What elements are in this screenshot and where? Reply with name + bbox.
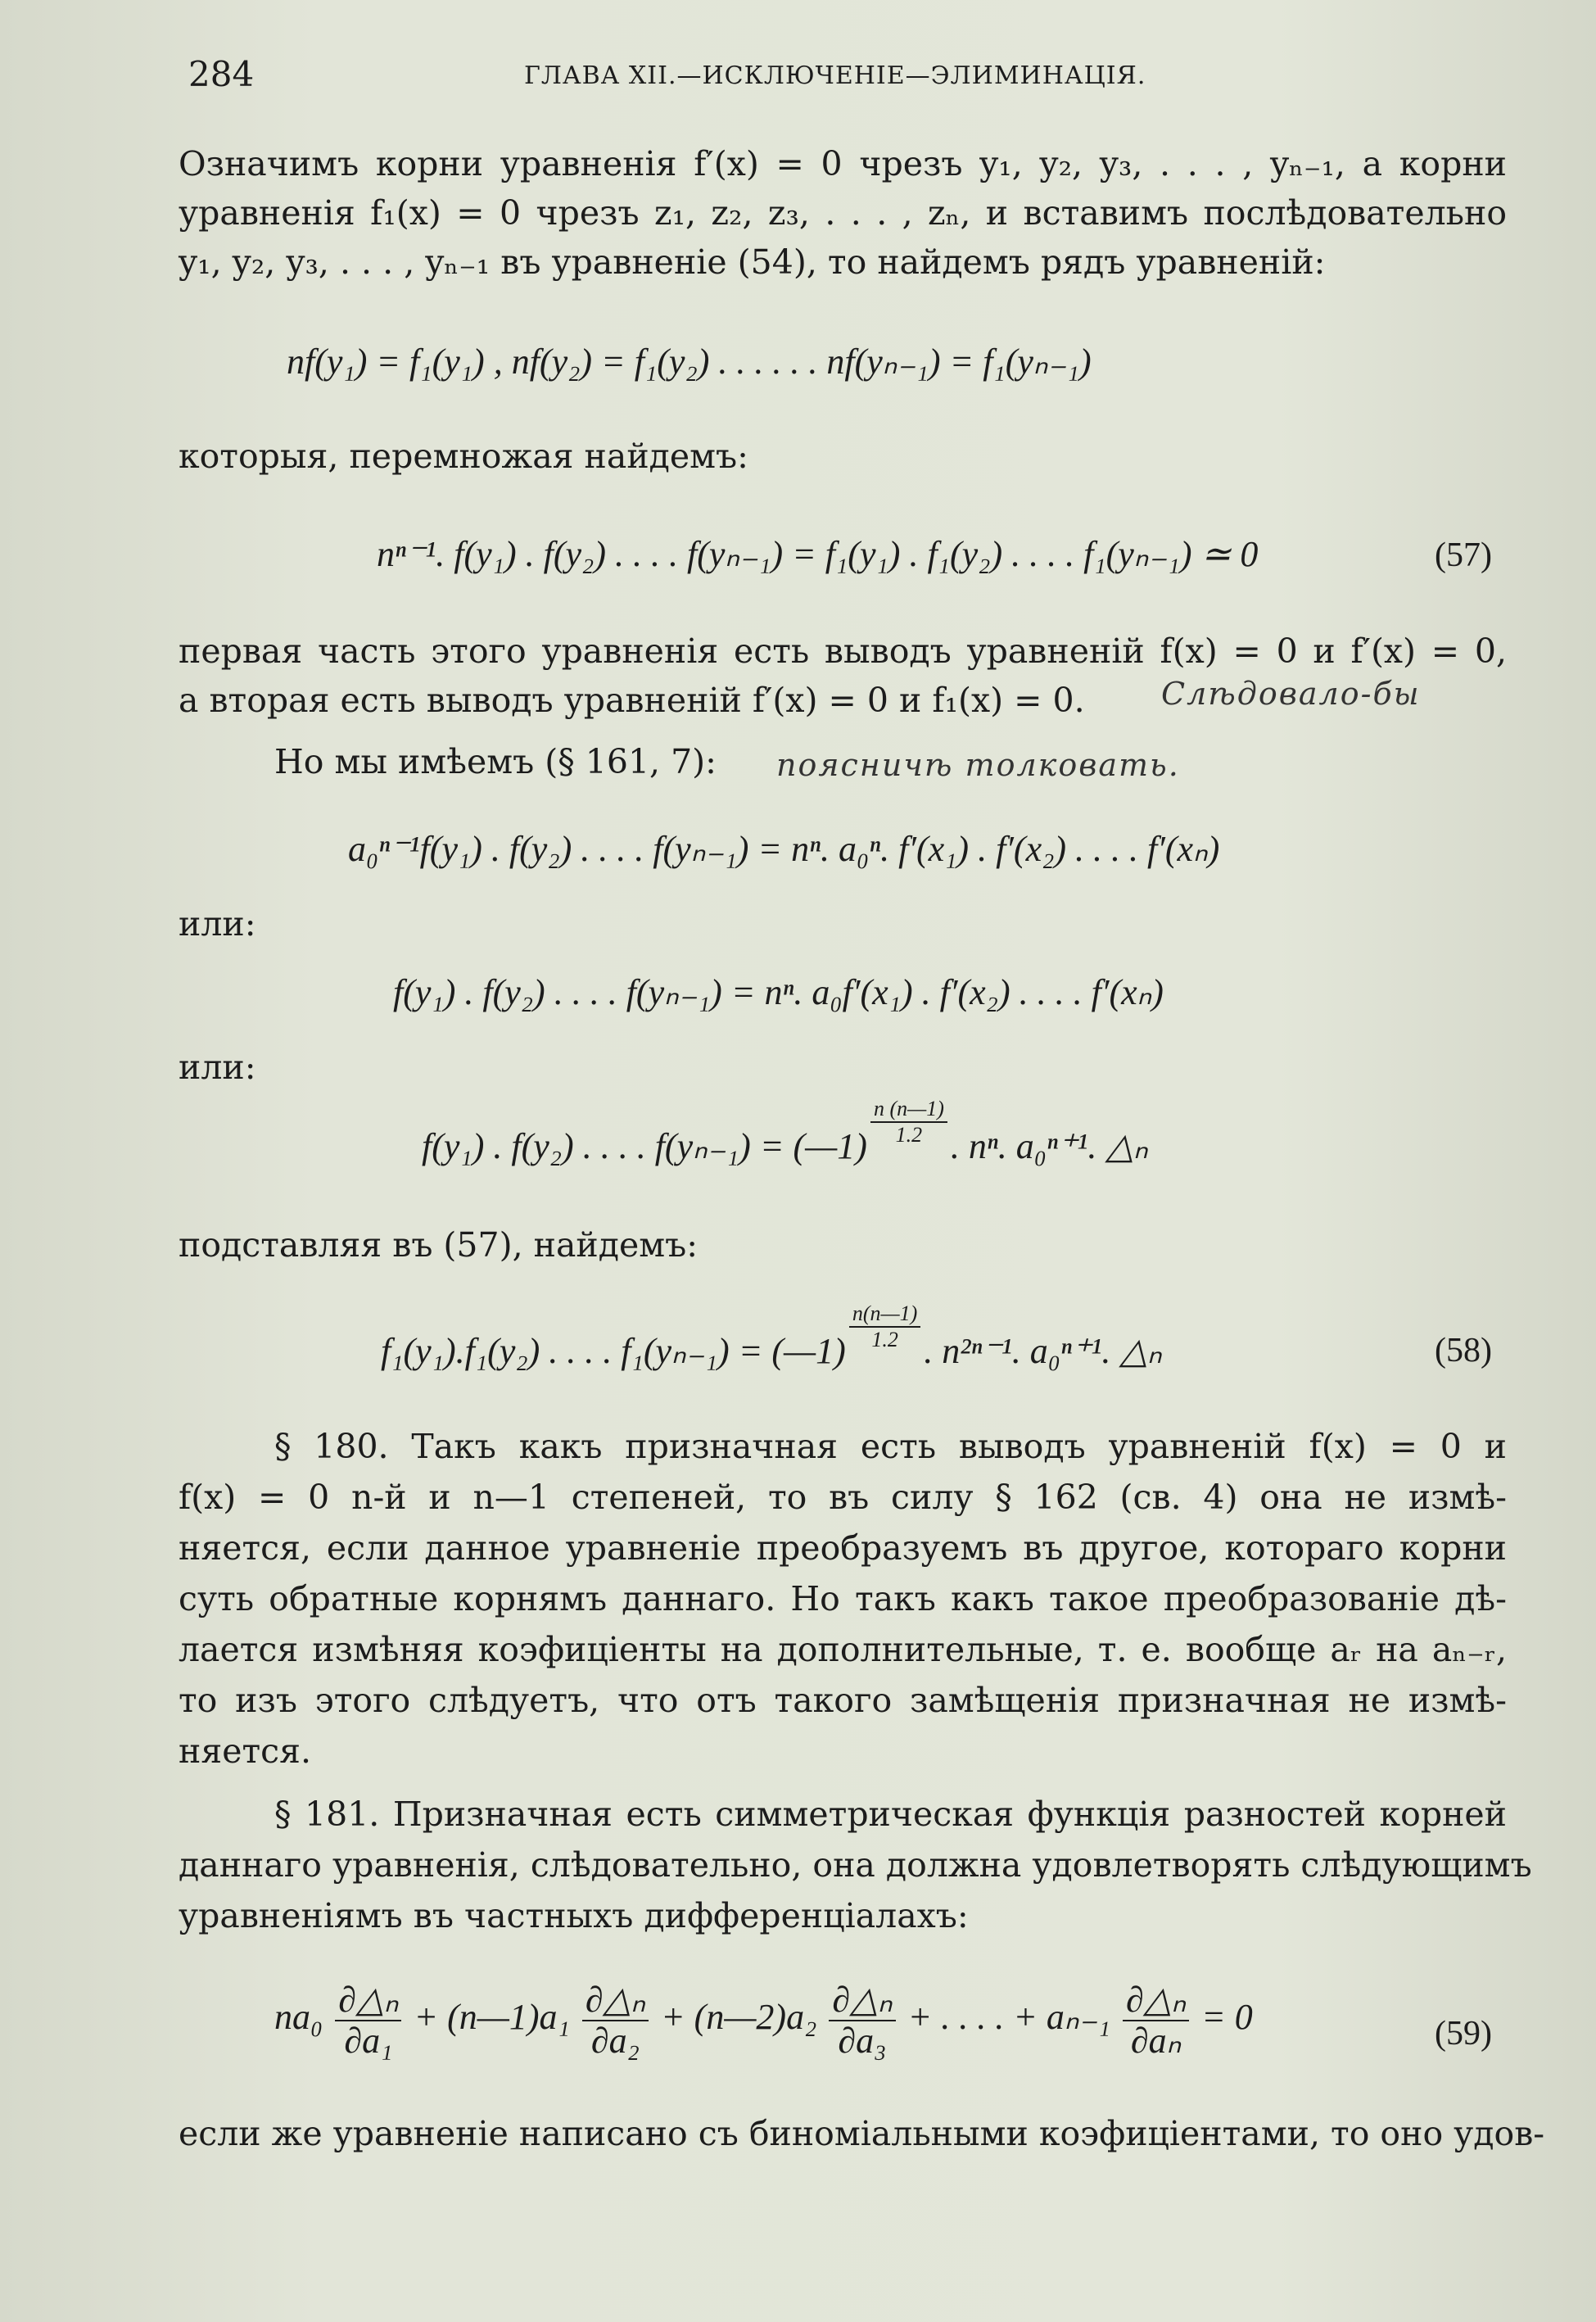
text-substituting: подставляя въ (57), найдемъ:: [179, 1225, 699, 1265]
eq59-term-4: + . . . . + aₙ₋₁: [907, 1997, 1110, 2038]
sec180-line1: § 180. Такъ какъ призначная есть выводъ уравненій f(x) = 0 и: [274, 1427, 1507, 1466]
eq59-frac4-num: ∂△ₙ: [1123, 1982, 1189, 2021]
equation-57-tag: (57): [1435, 536, 1492, 574]
text-or-1: или:: [179, 904, 256, 944]
eq59-fraction-2: [582, 1982, 649, 2059]
equation-58-left: f₁(y₁).f₁(y₂) . . . . f₁(yₙ₋₁) = (—1): [381, 1331, 846, 1372]
text-we-have: Но мы имѣемъ (§ 161, 7):: [274, 742, 717, 781]
sec181-line3: уравненіямъ въ частныхъ дифференціалахъ:: [179, 1896, 969, 1935]
sec180-line3: няется, если данное уравненіе преобразуемъ въ другое, котораго корни: [179, 1528, 1507, 1568]
sec180-line4: суть обратные корнямъ даннаго. Но такъ какъ такое преобразованіе дѣ-: [179, 1579, 1507, 1618]
equation-c-exponent: [870, 1098, 947, 1146]
equation-58-exponent: [849, 1303, 920, 1351]
eq59-fraction-3: [829, 1982, 895, 2059]
eq59-term-3: + (n—2)a₂: [660, 1997, 817, 2038]
equation-59: [274, 1982, 1253, 2059]
equation-b: f(y₁) . f(y₂) . . . . f(yₙ₋₁) = nⁿ. a₀f′(x₁) . f′(x₂) . . . . f′(xₙ): [393, 972, 1164, 1012]
eq59-term-5: = 0: [1201, 1997, 1253, 2038]
para1-line3: y₁, y₂, y₃, . . . , yₙ₋₁ въ уравненіе (54), то найдемъ рядъ уравненій:: [179, 242, 1326, 282]
sec180-line7: няется.: [179, 1731, 311, 1771]
equation-c-exp-den: 1.2: [895, 1123, 923, 1147]
eq59-frac2-den: ∂a₂: [590, 2021, 640, 2061]
eq59-frac3-num: ∂△ₙ: [829, 1982, 895, 2021]
sec181-line1: § 181. Призначная есть симметрическая функція разностей корней: [274, 1795, 1507, 1834]
eq59-frac2-num: ∂△ₙ: [582, 1982, 649, 2021]
sec181-line2: даннаго уравненія, слѣдовательно, она должна удовлетворять слѣдующимъ: [179, 1845, 1532, 1885]
equation-c: [422, 1097, 1148, 1174]
eq59-frac1-num: ∂△ₙ: [335, 1982, 401, 2021]
text-multiply: которыя, перемножая найдемъ:: [179, 437, 748, 476]
handwritten-note-2: поясничѣ толковать.: [776, 747, 1180, 783]
page-number: 284: [188, 54, 255, 94]
equation-a: a₀ⁿ⁻¹f(y₁) . f(y₂) . . . . f(yₙ₋₁) = nⁿ. a₀ⁿ. f′(x₁) . f′(x₂) . . . . f′(xₙ): [348, 829, 1220, 869]
equation-59-tag: (59): [1435, 2015, 1492, 2053]
sec180-line2: f(x) = 0 n-й и n—1 степеней, то въ силу § 162 (св. 4) она не измѣ-: [179, 1478, 1507, 1517]
para2-line2: а вторая есть выводъ уравненій f′(x) = 0 и f₁(x) = 0.: [179, 681, 1085, 720]
para1-line1: Означимъ корни уравненія f′(x) = 0 чрезъ y₁, y₂, y₃, . . . , yₙ₋₁, а корни: [179, 144, 1507, 183]
equation-58-exp-den: 1.2: [871, 1328, 898, 1351]
last-line: если же уравненіе написано съ биноміальными коэфиціентами, то оно удов-: [179, 2114, 1545, 2153]
equation-58: [381, 1301, 1162, 1378]
equation-57: nⁿ⁻¹. f(y₁) . f(y₂) . . . . f(yₙ₋₁) = f₁(y₁) . f₁(y₂) . . . . f₁(yₙ₋₁) ≃ 0: [377, 534, 1259, 574]
eq59-fraction-4: [1123, 1982, 1189, 2059]
equation-c-exp-num: n (n—1): [870, 1098, 947, 1123]
equation-series: nf(y₁) = f₁(y₁) , nf(y₂) = f₁(y₂) . . . . . . nf(yₙ₋₁) = f₁(yₙ₋₁): [287, 342, 1092, 382]
equation-c-right: . nⁿ. a₀ⁿ⁺¹. △ₙ: [950, 1126, 1148, 1167]
equation-58-right: . n²ⁿ⁻¹. a₀ⁿ⁺¹. △ₙ: [924, 1331, 1162, 1372]
para2-line1: первая часть этого уравненія есть выводъ уравненій f(x) = 0 и f′(x) = 0,: [179, 631, 1507, 671]
eq59-frac1-den: ∂a₁: [344, 2021, 393, 2061]
para1-line2: уравненія f₁(x) = 0 чрезъ z₁, z₂, z₃, . . . , zₙ, и вставимъ послѣдовательно: [179, 193, 1507, 233]
handwritten-note-1: Слѣдовало-бы: [1161, 676, 1421, 712]
eq59-term-2: + (n—1)a₁: [414, 1997, 570, 2038]
eq59-term-1: na₀: [274, 1997, 323, 2038]
text-or-2: или:: [179, 1048, 256, 1087]
eq59-frac3-den: ∂a₃: [838, 2021, 887, 2061]
eq59-frac4-den: ∂aₙ: [1130, 2021, 1182, 2061]
sec180-line6: то изъ этого слѣдуетъ, что отъ такого замѣщенія призначная не измѣ-: [179, 1681, 1507, 1720]
equation-58-exp-num: n(n—1): [849, 1303, 920, 1328]
eq59-fraction-1: [335, 1982, 401, 2059]
running-title: ГЛАВА XII.—ИСКЛЮЧЕНІЕ—ЭЛИМИНАЦІЯ.: [524, 61, 1146, 90]
equation-c-left: f(y₁) . f(y₂) . . . . f(yₙ₋₁) = (—1): [422, 1126, 867, 1167]
equation-58-tag: (58): [1435, 1332, 1492, 1369]
sec180-line5: лается измѣняя коэфиціенты на дополнительные, т. е. вообще aᵣ на aₙ₋ᵣ,: [179, 1630, 1507, 1669]
